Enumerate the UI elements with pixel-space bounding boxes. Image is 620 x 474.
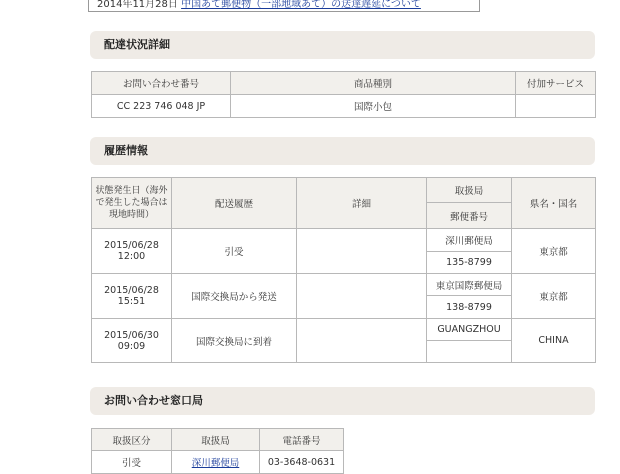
header-category: 取扱区分 — [92, 429, 172, 451]
event-office: GUANGZHOU — [427, 319, 512, 341]
header-extra-service: 付加サービス — [516, 72, 596, 95]
header-tracking-number: お問い合わせ番号 — [92, 72, 231, 95]
header-detail: 詳細 — [297, 178, 427, 229]
event-date: 2015/06/28 15:51 — [92, 274, 172, 319]
history-heading: 履歴情報 — [90, 137, 595, 165]
header-product-type: 商品種別 — [231, 72, 516, 95]
history-row — [92, 229, 596, 252]
delivery-details-table — [91, 71, 596, 118]
notice-link[interactable]: 中国あて郵便物（一部地域あて）の送達遅延について — [181, 0, 421, 10]
event-status: 国際交換局から発送 — [172, 274, 297, 319]
notice-date: 2014年11月28日 — [97, 0, 178, 10]
header-phone: 電話番号 — [260, 429, 344, 451]
header-postal-code: 郵便番号 — [427, 203, 512, 229]
event-office: 深川郵便局 — [427, 229, 512, 252]
contact-office-link[interactable]: 深川郵便局 — [191, 458, 240, 469]
event-region: 東京都 — [512, 274, 596, 319]
contact-office-table — [91, 428, 344, 474]
event-status: 引受 — [172, 229, 297, 274]
history-row — [92, 274, 596, 296]
event-postal-code — [427, 341, 512, 363]
product-type: 国際小包 — [231, 95, 516, 118]
event-region: CHINA — [512, 319, 596, 363]
contact-office-heading: お問い合わせ窓口局 — [90, 387, 595, 415]
event-postal-code: 135-8799 — [427, 252, 512, 274]
event-region: 東京都 — [512, 229, 596, 274]
event-date: 2015/06/30 09:09 — [92, 319, 172, 363]
delivery-details-heading: 配達状況詳細 — [90, 31, 595, 59]
contact-category: 引受 — [92, 451, 172, 474]
tracking-number: CC 223 746 048 JP — [92, 95, 231, 118]
header-event-date: 状態発生日（海外で発生した場合は現地時間） — [92, 178, 172, 229]
header-office: 取扱局 — [427, 178, 512, 203]
event-status: 国際交換局に到着 — [172, 319, 297, 363]
event-detail — [297, 274, 427, 319]
contact-phone: 03-3648-0631 — [260, 451, 344, 474]
event-date: 2015/06/28 12:00 — [92, 229, 172, 274]
contact-office-cell — [172, 451, 260, 474]
header-contact-office: 取扱局 — [172, 429, 260, 451]
history-row — [92, 319, 596, 341]
delay-notice — [88, 0, 480, 12]
extra-service — [516, 95, 596, 118]
header-status: 配送履歴 — [172, 178, 297, 229]
event-detail — [297, 229, 427, 274]
header-region: 県名・国名 — [512, 178, 596, 229]
history-table — [91, 177, 596, 363]
event-office: 東京国際郵便局 — [427, 274, 512, 296]
event-postal-code: 138-8799 — [427, 296, 512, 319]
event-detail — [297, 319, 427, 363]
